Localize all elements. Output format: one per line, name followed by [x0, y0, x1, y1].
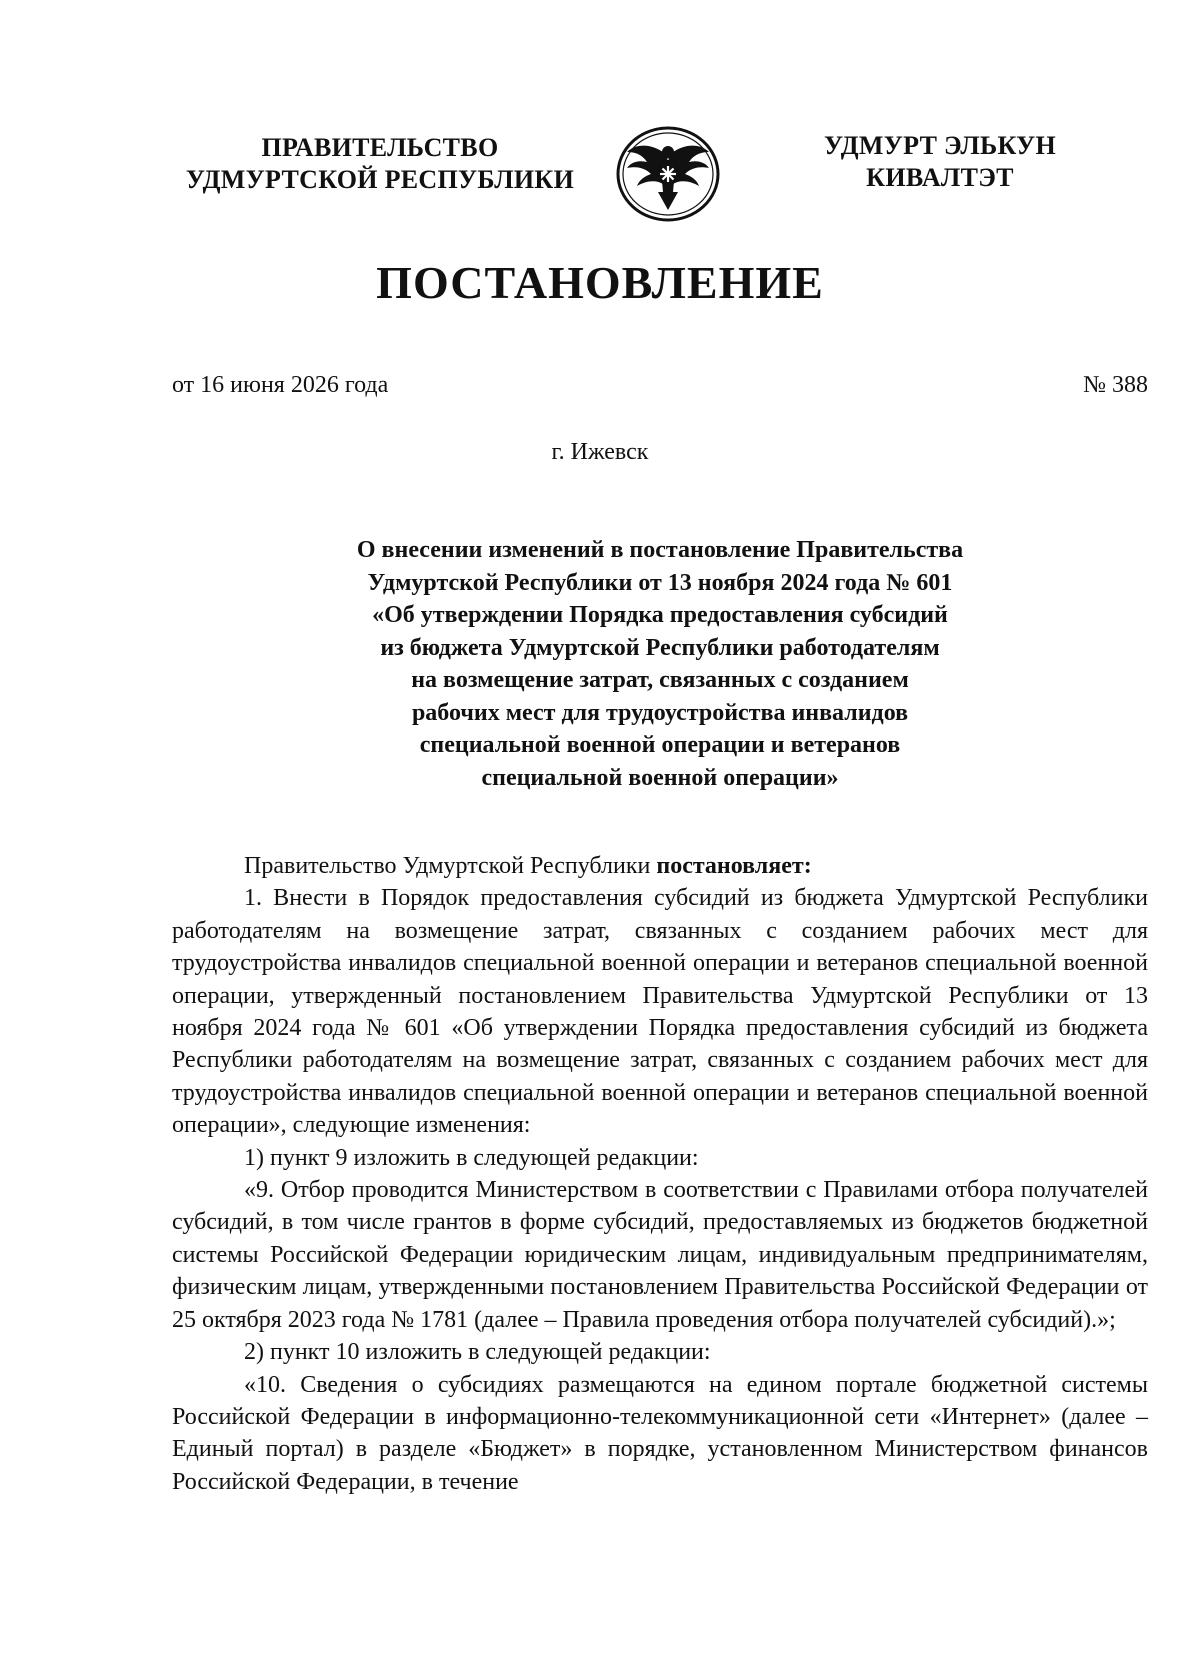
subject-line: «Об утверждении Порядка предоставления субсидий [372, 602, 948, 628]
subject-line: специальной военной операции и ветеранов [419, 732, 901, 758]
org-ud-line-2: КИВАЛТЭТ [866, 163, 1014, 192]
government-name-russian [160, 132, 600, 196]
subject-line: рабочих мест для трудоустройства инвалидов [411, 699, 909, 726]
org-ru-line-1: ПРАВИТЕЛЬСТВО [261, 133, 499, 162]
document-number: № 388 [1083, 372, 1148, 398]
udmurtia-coat-of-arms-icon [613, 126, 723, 222]
subject-line: специальной военной операции» [481, 764, 839, 791]
body-paragraph: «10. Сведения о субсидиях размещаются на едином портале бюджетной системы Российской Федерации в информационно-телекоммуникационной сети «Интернет» (далее – Единый портал) в разделе «Бюджет» в порядке, установленном Министерством финансов Российской Федерации, в течение [172, 1371, 1148, 1495]
document-subject [270, 534, 1050, 794]
preamble-paragraph [172, 850, 1148, 882]
subject-line: из бюджета Удмуртской Республики работодателям [380, 634, 940, 661]
org-ru-line-2: УДМУРТСКОЙ РЕСПУБЛИКИ [185, 165, 575, 194]
preamble-text: Правительство Удмуртской Республики [244, 853, 657, 879]
org-ud-line-1: УДМУРТ ЭЛЬКУН [823, 131, 1057, 160]
subject-line: Удмуртской Республики от 13 ноября 2024 года № 601 [367, 569, 953, 596]
body-paragraph: 1) пункт 9 изложить в следующей редакции: [244, 1144, 699, 1171]
subject-line: О внесении изменений в постановление Правительства [356, 537, 964, 563]
document-date: от 16 июня 2026 года [172, 372, 389, 398]
document-header [0, 126, 1200, 236]
preamble-verb: постановляет: [656, 853, 812, 879]
government-name-udmurt [790, 130, 1090, 194]
body-paragraph: 2) пункт 10 изложить в следующей редакции: [244, 1339, 711, 1366]
document-body [172, 850, 1148, 1498]
body-paragraph: 1. Внести в Порядок предоставления субсидий из бюджета Удмуртской Республики работодателям на возмещение затрат, связанных с созданием рабочих мест для трудоустройства инвалидов специальной военной операции и ветеранов специальной военной операции, утвержденный постановлением Правительства Удмуртской Республики от 13 ноября 2024 года № 601 «Об утверждении Порядка предоставления субсидий из бюджета Республики работодателям на возмещение затрат, связанных с созданием рабочих мест для трудоустройства инвалидов специальной военной операции и ветеранов специальной военной операции», следующие изменения: [172, 885, 1148, 1139]
document-title: ПОСТАНОВЛЕНИЕ [376, 257, 824, 308]
document-city: г. Ижевск [551, 439, 649, 465]
subject-line: на возмещение затрат, связанных с созданием [411, 667, 909, 693]
body-paragraph: «9. Отбор проводится Министерством в соответствии с Правилами отбора получателей субсидий, в том числе грантов в форме субсидий, предоставляемых из бюджетов бюджетной системы Российской Федерации юридическим лицам, индивидуальным предпринимателям, физическим лицам, утвержденными постановлением Правительства Российской Федерации от 25 октября 2023 года № 1781 (далее – Правила проведения отбора получателей субсидий).»; [172, 1177, 1148, 1333]
